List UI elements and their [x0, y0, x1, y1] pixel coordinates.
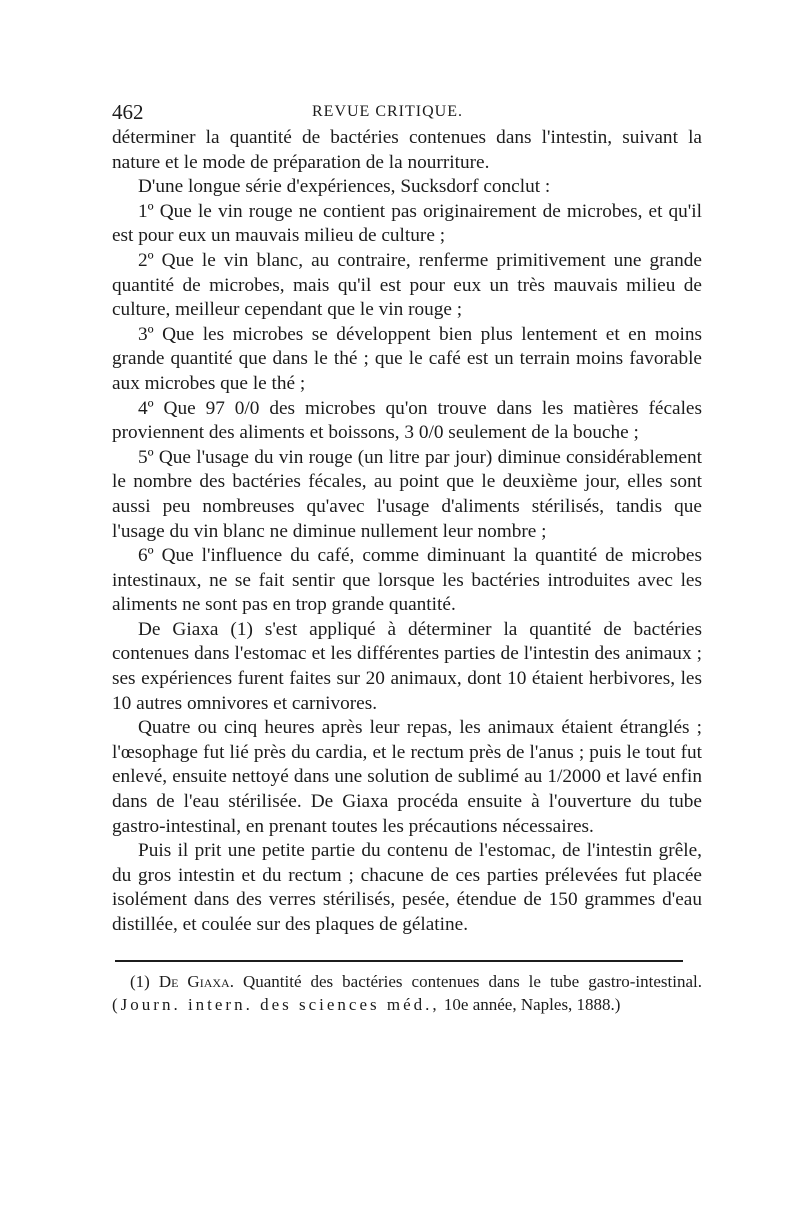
paragraph: 4º Que 97 0/0 des microbes qu'on trouve dans les matières fécales proviennent des aliments et boissons, 3 0/0 seulement de la bouche ; — [112, 397, 702, 444]
footnote-author: De Giaxa. — [158, 971, 234, 991]
paragraph: 3º Que les microbes se développent bien plus lentement et en moins grande quantité que dans le thé ; que le café est un terrain moins favorable aux microbes que le thé ; — [112, 323, 702, 394]
footnote — [112, 970, 702, 1016]
book-page — [112, 100, 702, 1016]
paragraph: 6º Que l'influence du café, comme diminuant la quantité de microbes intestinaux, ne se fait sentir que lorsque les bactéries introduites avec les aliments ne sont pas en trop grande quantité. — [112, 545, 702, 616]
paragraph: Puis il prit une petite partie du contenu de l'estomac, de l'intestin grêle, du gros intestin et du rectum ; chacune de ces parties prélevées fut placée isolément dans des verres stérilisés, pesée, étendue de 150 grammes d'eau distillée, et coulée sur des plaques de gélatine. — [112, 840, 702, 935]
paragraph: 1º Que le vin rouge ne contient pas originairement de microbes, et qu'il est pour eux un mauvais milieu de culture ; — [112, 200, 702, 247]
paragraph: 5º Que l'usage du vin rouge (un litre par jour) diminue considérablement le nombre des bactéries fécales, au point que le deuxième jour, elles sont aussi peu nombreuses qu'avec l'usage d'aliments stérilisés, tandis que l'usage du vin blanc ne diminue nullement leur nombre ; — [112, 446, 702, 542]
running-title: REVUE CRITIQUE. — [312, 103, 463, 120]
footnote-journal: (Journ. intern. des sciences méd., — [112, 994, 440, 1014]
paragraph: Quatre ou cinq heures après leur repas, les animaux étaient étranglés ; l'œsophage fut lié près du cardia, et le rectum près de l'anus ; puis le tout fut enlevé, ensuite nettoyé dans une solution de sublimé au 1/2000 et lavé enfin dans de l'eau stérilisée. De Giaxa procéda ensuite à l'ouverture du tube gastro-intestinal, en prenant toutes les précautions nécessaires. — [112, 717, 702, 837]
footnote-divider — [115, 960, 683, 962]
running-header — [112, 100, 702, 126]
page-number: 462 — [112, 100, 144, 124]
body-text — [112, 126, 702, 938]
footnote-details: 10e année, Naples, 1888.) — [443, 994, 621, 1014]
footnote-marker: (1) — [130, 971, 150, 991]
paragraph: 2º Que le vin blanc, au contraire, renferme primitivement une grande quantité de microbes, mais qu'il est pour eux un très mauvais milieu de culture, meilleur cependant que le vin rouge ; — [112, 249, 702, 321]
footnote-text: Quantité des bactéries contenues dans le tube gastro-intestinal. — [242, 971, 702, 991]
paragraph: De Giaxa (1) s'est appliqué à déterminer la quantité de bactéries contenues dans l'estomac et les différentes parties de l'intestin des animaux ; ses expériences furent faites sur 20 animaux, dont 10 étaient herbivores, les 10 autres omnivores et carnivores. — [112, 618, 702, 714]
paragraph: D'une longue série d'expériences, Sucksdorf conclut : — [138, 176, 551, 198]
paragraph: déterminer la quantité de bactéries contenues dans l'intestin, suivant la nature et le mode de préparation de la nourriture. — [112, 127, 702, 173]
